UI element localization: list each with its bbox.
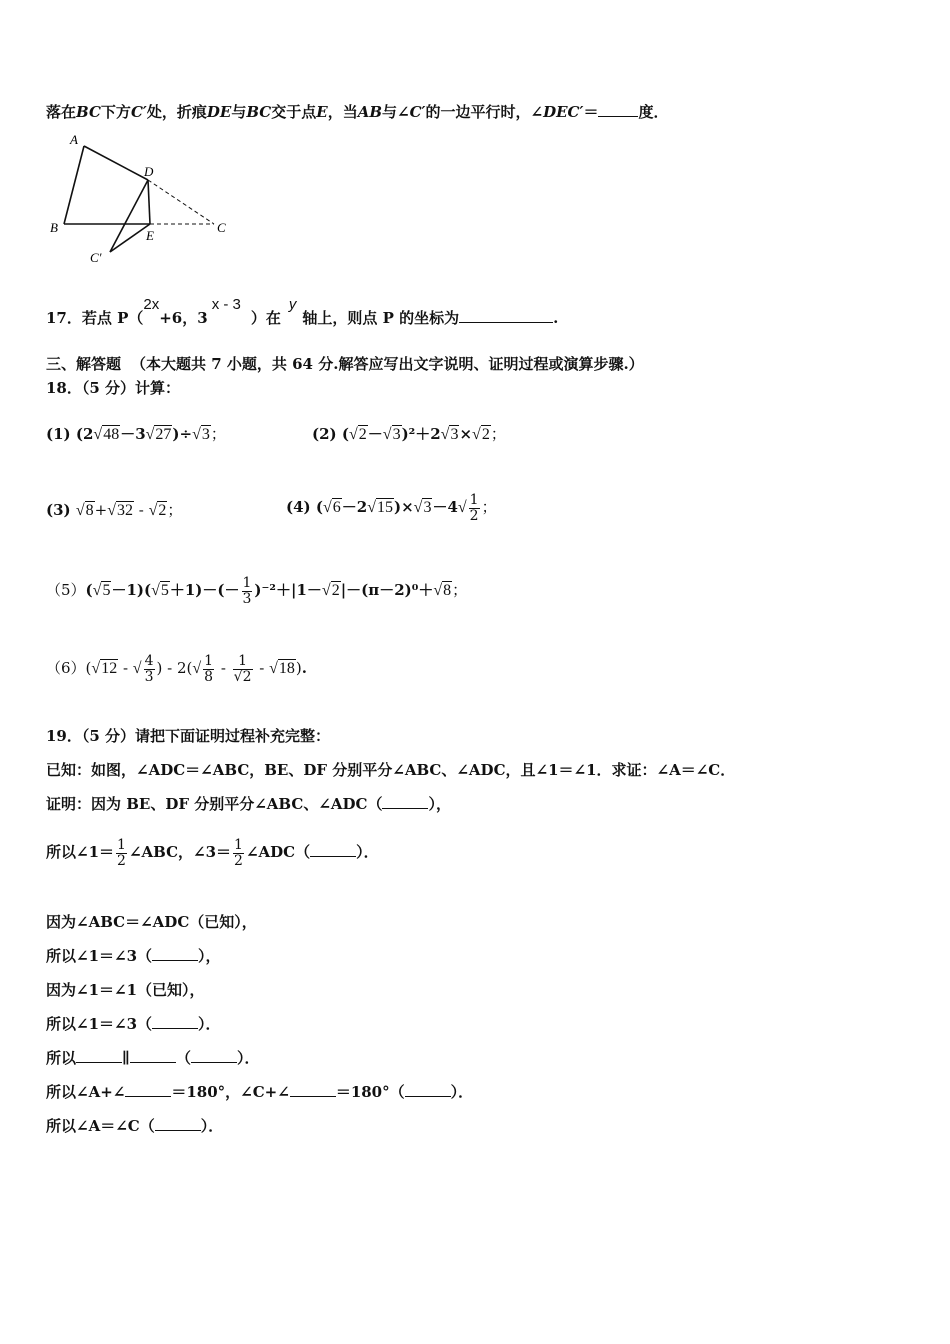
- section-note: （本大题共 7 小题，共 64 分.解答应写出文字说明、证明过程或演算步骤.）: [131, 355, 644, 373]
- q19-given: [46, 760, 735, 780]
- fraction-one-eighth: $\frac{1}{8}$: [204, 652, 214, 685]
- q17-text: .: [553, 309, 559, 327]
- answer-blank[interactable]: [191, 1048, 237, 1063]
- q17-text: ）在: [250, 309, 281, 327]
- segment-ab: [64, 146, 84, 224]
- expr-text: )×: [393, 498, 414, 516]
- fraction-one-third: $\frac{1}{3}$: [242, 574, 252, 607]
- expr-text: |－(π－2)⁰＋: [340, 581, 434, 599]
- expr-text: )⁻²＋|1－: [254, 581, 322, 599]
- q19-so1: [46, 834, 379, 870]
- expr-text: ；: [167, 501, 183, 519]
- segment-ad: [84, 146, 148, 180]
- expr-text: －4: [432, 498, 458, 516]
- sqrt-27: √27: [145, 426, 172, 443]
- q19-text: ）．: [200, 1117, 224, 1135]
- q16-e: E: [316, 103, 328, 121]
- q19-text: 所以∠1＝: [46, 843, 115, 861]
- q18-title: 18．（5 分）计算：: [46, 379, 181, 397]
- q16-text: 度．: [638, 103, 669, 121]
- sqrt-3: √3: [382, 426, 401, 443]
- sqrt-32: √32: [107, 502, 134, 519]
- sqrt-6: √6: [322, 499, 341, 516]
- expr-text: ): [295, 659, 302, 677]
- part-label: (1): [46, 425, 71, 443]
- sqrt-2: √2: [348, 426, 367, 443]
- q16-bc: BC: [246, 103, 272, 121]
- sqrt-3: √3: [440, 426, 459, 443]
- q19-text: ）．: [198, 1015, 221, 1033]
- q19-because2: [46, 980, 205, 1000]
- expr-text: (: [315, 498, 323, 516]
- q16-line: [46, 102, 668, 122]
- q19-text: ＝180°（: [335, 1083, 405, 1101]
- q18-part4: [286, 490, 497, 525]
- section-title: 三、解答题: [46, 355, 122, 373]
- sqrt-8: √8: [433, 582, 452, 599]
- q17-text: +6，3: [159, 309, 208, 327]
- q19-so5: [46, 1082, 473, 1102]
- segment-ecprime: [110, 224, 150, 252]
- sqrt-half: √: [457, 499, 467, 516]
- q19-text: 证明：因为 BE、DF 分别平分∠ABC、∠ADC（: [46, 795, 383, 813]
- sqrt-four-thirds: √: [132, 660, 142, 677]
- expr-text: -: [254, 659, 270, 677]
- expr-text: －3: [120, 425, 146, 443]
- expr-text: ；: [452, 581, 468, 599]
- q18-part3: [46, 500, 182, 521]
- q18-head: [46, 378, 180, 398]
- expr-text: －2: [341, 498, 368, 516]
- expr-text: (: [85, 581, 93, 599]
- expr-text: .: [301, 659, 307, 677]
- sqrt-18: √18: [269, 660, 295, 677]
- sqrt-2: √2: [148, 502, 167, 519]
- q19-text: ∠ABC，∠3＝: [128, 843, 232, 861]
- answer-blank[interactable]: [290, 1082, 336, 1097]
- q19-text: 所以: [46, 1049, 77, 1067]
- q16-bc: BC: [76, 103, 101, 121]
- expr-text: -: [118, 659, 133, 677]
- answer-blank[interactable]: [382, 794, 428, 809]
- q16-text: 下方: [100, 103, 131, 121]
- answer-blank[interactable]: [155, 1116, 201, 1131]
- q19-text: （: [175, 1049, 191, 1067]
- sqrt-2: √2: [472, 426, 490, 443]
- q19-text: ∠ADC（: [245, 843, 311, 861]
- q16-text: 与∠: [382, 103, 410, 121]
- q19-title: 19．（5 分）请把下面证明过程补充完整：: [46, 727, 331, 745]
- fraction-one-half: $\frac{1}{2}$: [117, 836, 126, 869]
- label-b: B: [50, 220, 58, 235]
- expr-text: -: [134, 501, 149, 519]
- q17-line: [46, 296, 559, 329]
- sqrt-5: √5: [92, 582, 111, 599]
- answer-blank[interactable]: [459, 308, 553, 323]
- q19-text: 所以∠A+∠: [46, 1083, 126, 1101]
- q19-text: 所以∠1＝∠3（: [46, 947, 153, 965]
- q19-proof1: [46, 794, 451, 814]
- label-cprime: C′: [90, 250, 102, 265]
- q18-part6: [46, 650, 307, 687]
- part-label: (4): [286, 498, 311, 516]
- sqrt-5: √5: [151, 582, 169, 599]
- fraction-one-over-root2: $\frac{1}{√2}$: [233, 652, 252, 685]
- segment-dcprime: [110, 180, 148, 252]
- q16-ab: AB: [357, 103, 383, 121]
- parallel-symbol: ∥: [122, 1049, 130, 1067]
- q16-text: 处，折痕: [146, 103, 207, 121]
- q18-part2: [312, 424, 506, 445]
- q18-part5: [46, 572, 467, 609]
- segment-de: [148, 180, 150, 224]
- q19-text: 因为∠1＝∠1（已知），: [46, 981, 205, 999]
- q16-de: DE: [206, 103, 232, 121]
- fraction-four-thirds: $\frac{4}{3}$: [144, 652, 154, 685]
- q19-given-text: 已知：如图，∠ADC＝∠ABC，BE、DF 分别平分∠ABC、∠ADC，且∠1＝∠1．求证：∠A＝∠C．: [46, 761, 736, 779]
- sqrt-15: √15: [367, 499, 393, 516]
- expr-text: (: [85, 659, 92, 677]
- answer-blank[interactable]: [405, 1082, 451, 1097]
- sqrt-2: √2: [321, 582, 340, 599]
- q19-text: ）．: [450, 1083, 474, 1101]
- q16-cprime: C′: [409, 103, 426, 121]
- q16-cprime: C′: [130, 103, 147, 121]
- part-label: (2): [312, 425, 337, 443]
- sqrt-12: √12: [91, 660, 118, 677]
- label-a: A: [70, 132, 78, 147]
- sqrt-3: √3: [192, 426, 210, 443]
- expr-text: ) - 2(: [156, 659, 193, 677]
- expr-text: (: [341, 425, 349, 443]
- q17-x-minus-3: x - 3: [211, 296, 241, 313]
- section-header: [46, 354, 644, 374]
- q19-text: 所以∠A＝∠C（: [46, 1117, 155, 1135]
- q19-so3: [46, 1014, 221, 1034]
- q16-text: ＝: [583, 103, 599, 121]
- expr-text: (2: [75, 425, 94, 443]
- q19-text: 因为∠ABC＝∠ADC（已知），: [46, 913, 257, 931]
- answer-blank[interactable]: [130, 1048, 176, 1063]
- answer-blank[interactable]: [125, 1082, 171, 1097]
- dashed-dc: [148, 180, 214, 224]
- expr-text: ；: [490, 425, 506, 443]
- sqrt-one-eighth: √: [192, 660, 202, 677]
- answer-blank[interactable]: [152, 1014, 198, 1029]
- q17-text: 17．若点 P（: [46, 309, 144, 327]
- q17-y: y: [288, 296, 297, 313]
- answer-blank[interactable]: [152, 946, 198, 961]
- q16-text: 落在: [46, 103, 77, 121]
- q18-part1: [46, 424, 226, 445]
- fraction-one-half: $\frac{1}{2}$: [469, 491, 479, 524]
- expr-text: ×: [459, 425, 473, 443]
- sqrt-48: √48: [93, 426, 120, 443]
- part-label: （6）: [46, 659, 86, 677]
- q16-text: ，当: [327, 103, 358, 121]
- expr-text: －: [367, 425, 383, 443]
- sqrt-3: √3: [413, 499, 432, 516]
- fraction-one-half: $\frac{1}{2}$: [234, 836, 243, 869]
- answer-blank[interactable]: [76, 1048, 122, 1063]
- expr-text: )÷: [172, 425, 193, 443]
- expr-text: －1)(: [111, 581, 152, 599]
- expr-text: ；: [481, 498, 497, 516]
- q19-text: ）．: [356, 843, 379, 861]
- q19-head: [46, 726, 330, 746]
- expr-text: )²＋2: [401, 425, 441, 443]
- expr-text: ；: [210, 425, 226, 443]
- q19-text: ），: [198, 947, 221, 965]
- answer-blank[interactable]: [598, 102, 638, 117]
- expr-text: ＋1)－(－: [169, 581, 240, 599]
- q19-text: ＝180°，∠C+∠: [171, 1083, 290, 1101]
- q16-text: 交于点: [271, 103, 317, 121]
- q17-2x: 2x: [143, 296, 160, 313]
- part-label: （5）: [46, 581, 86, 599]
- sqrt-8: √8: [75, 502, 94, 519]
- q19-so6: [46, 1116, 223, 1136]
- expr-text: +: [94, 501, 108, 519]
- q16-text: 与: [231, 103, 247, 121]
- q16-dec: DEC′: [543, 103, 584, 121]
- q19-so2: [46, 946, 221, 966]
- q16-text: 的一边平行时，∠: [425, 103, 544, 121]
- q19-text: ）．: [236, 1049, 260, 1067]
- expr-text: -: [216, 659, 231, 677]
- part-label: (3): [46, 501, 71, 519]
- label-d: D: [144, 164, 154, 179]
- q19-text: 所以∠1＝∠3（: [46, 1015, 153, 1033]
- q17-text: 轴上，则点 P 的坐标为: [302, 309, 460, 327]
- label-e: E: [146, 228, 154, 243]
- label-c: C: [217, 220, 226, 235]
- q19-so4: [46, 1048, 260, 1068]
- geometry-figure: [40, 128, 240, 268]
- q19-because1: [46, 912, 257, 932]
- q19-text: ），: [428, 795, 451, 813]
- answer-blank[interactable]: [310, 842, 356, 857]
